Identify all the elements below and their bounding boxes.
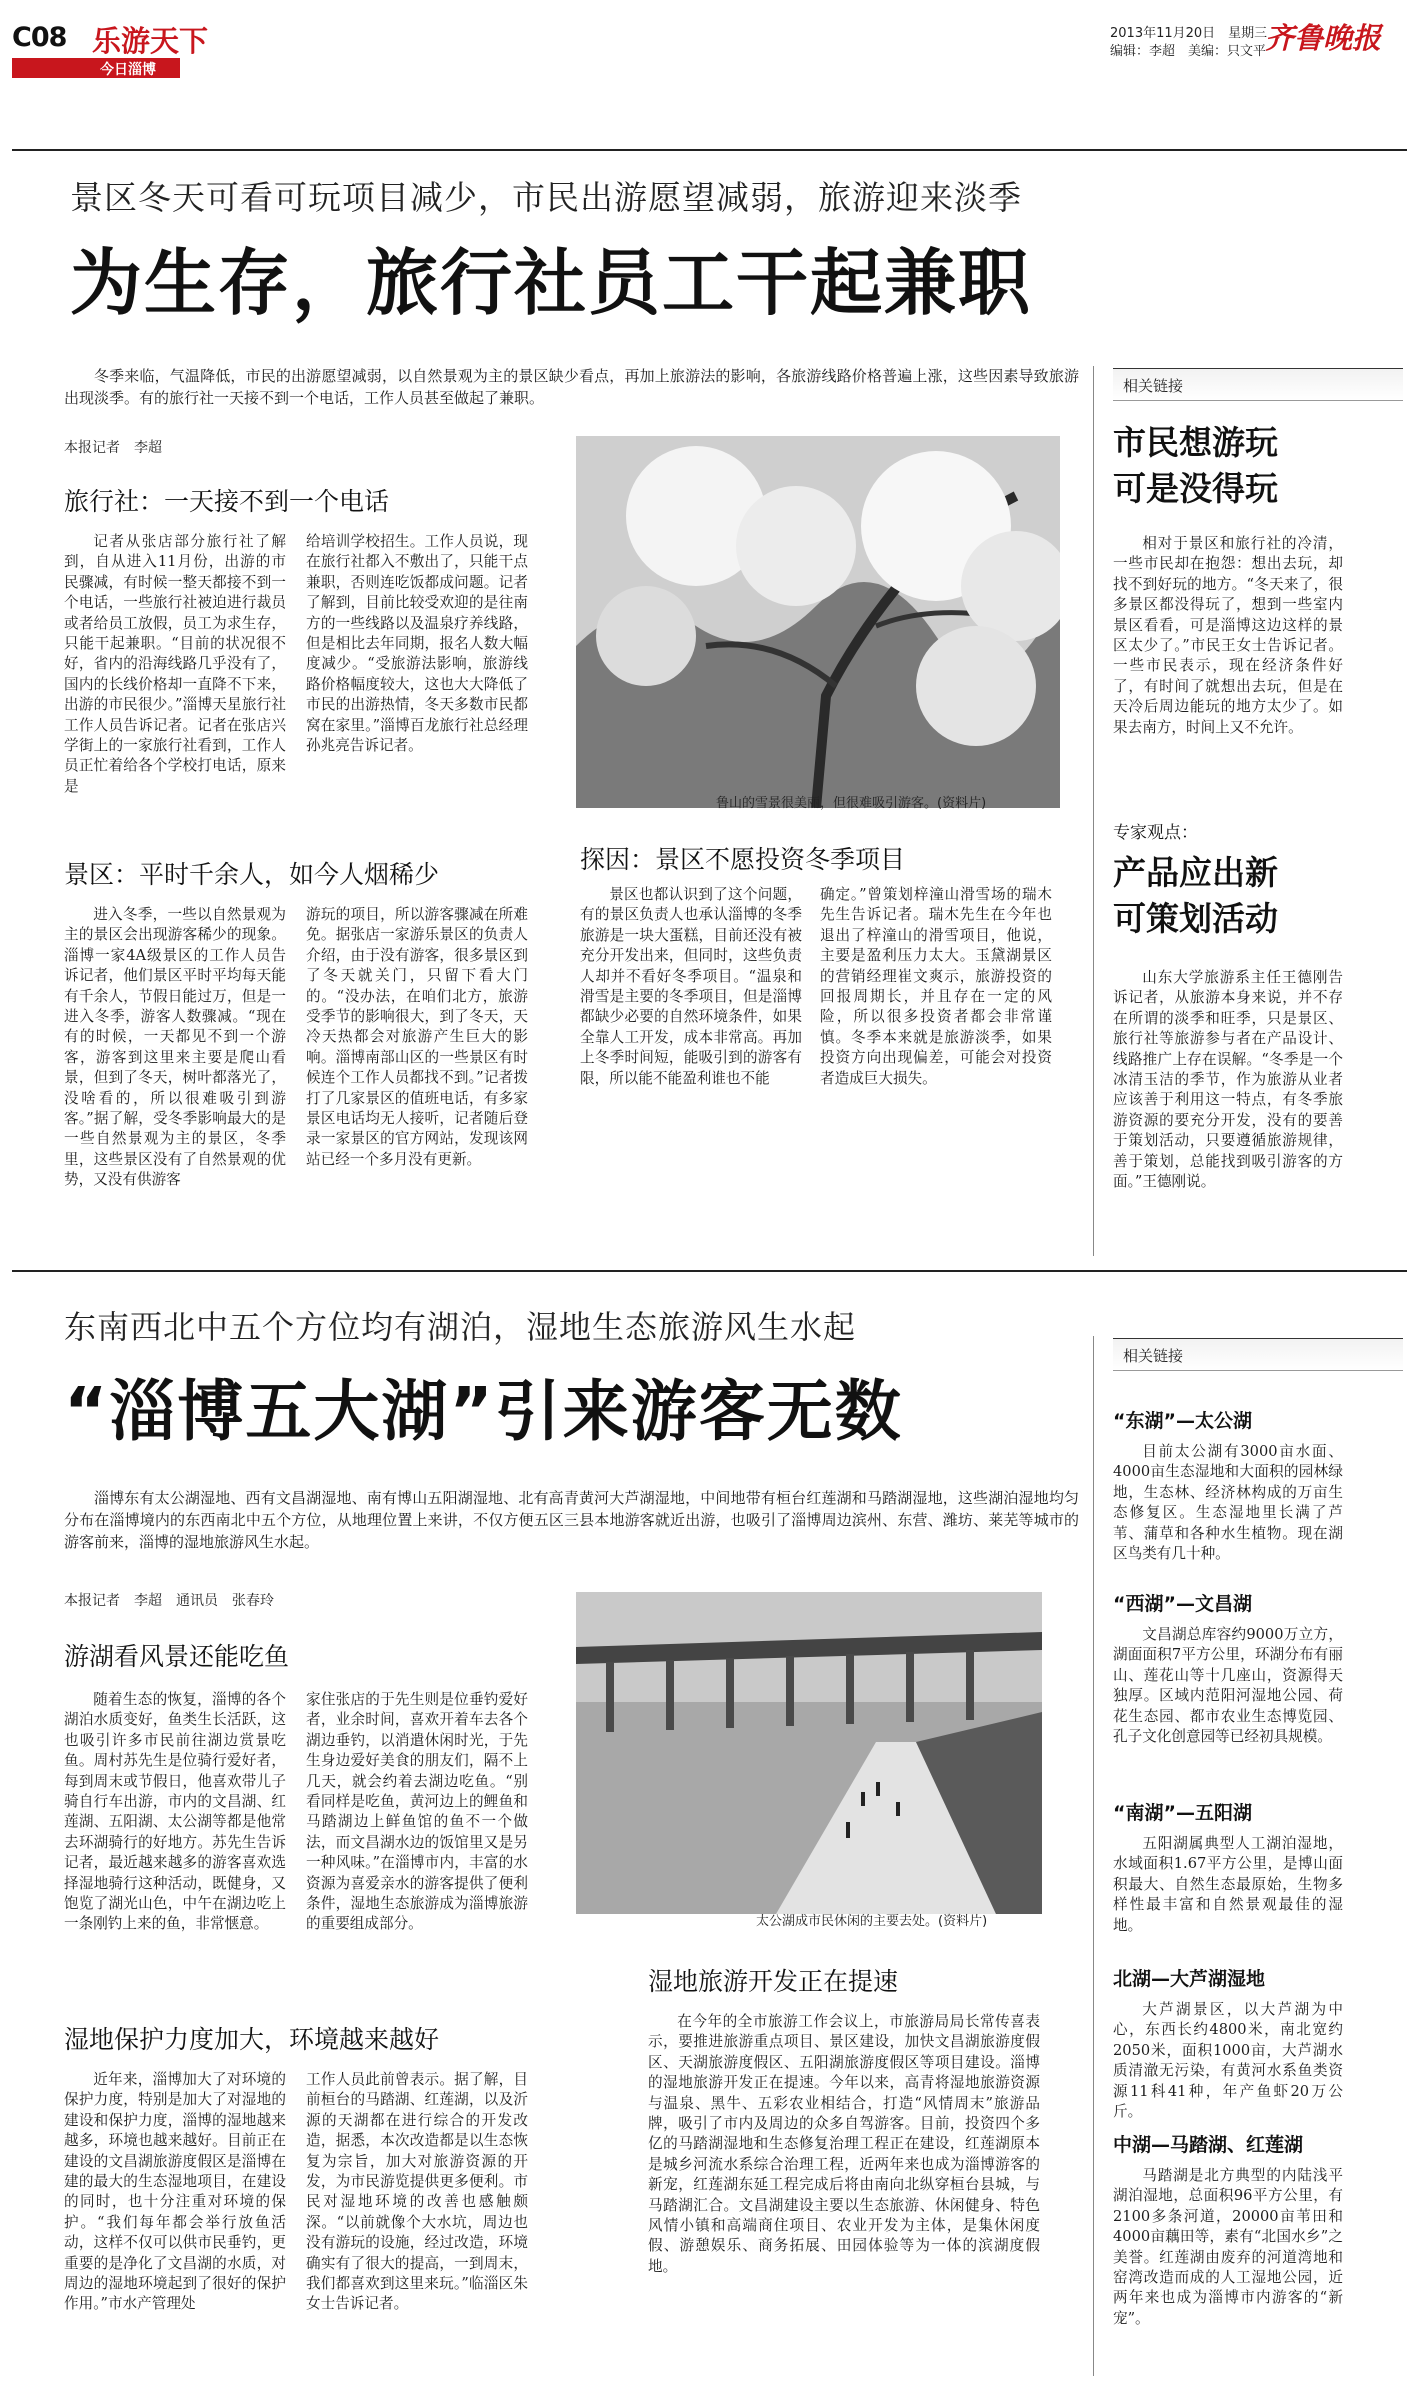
photo1-caption: 鲁山的雪景很美丽，但很难吸引游客。(资料片): [716, 796, 987, 811]
lake-center-text: 马踏湖是北方典型的内陆浅平湖泊湿地，总面积96平方公里，有2100多条河道，20000亩苇田和4000亩藕田等，素有“北国水乡”之美誉。红莲湖由废弃的河道湾地和窑湾改造而成的人工湿地公园，近两年来也成为淄博市内游客的“新宠”。: [1113, 2167, 1343, 2327]
section-title: 乐游天下: [92, 24, 209, 58]
story2-section2-col1: 近年来，淄博加大了对环境的保护力度，特别是加大了对湿地的建设和保护力度，淄博的湿地越来越多，环境也越来越好。目前正在建设的文昌湖旅游度假区是淄博在建的最大的生态湿地项目，在建设的同时，也十分注重对环境的保护。“我们每年都会举行放鱼活动，这样不仅可以供市民垂钓，更重要的是净化了文昌湖的水质，对周边的湿地环境起到了很好的保护作用。”市水产管理处: [64, 2071, 286, 2313]
story1-section3-col1: 景区也都认识到了这个问题，有的景区负责人也承认淄博的冬季旅游是一块大蛋糕，目前还没有被充分开发出来，但同时，这些负责人却并不看好冬季项目。“温泉和滑雪是主要的冬季项目，但是淄博都缺少必要的自然环境条件，如果全靠人工开发，成本非常高。再加上冬季时间短，能吸引到的游客有限，所以能不能盈利谁也不能: [580, 886, 802, 1087]
header-divider: [12, 149, 1407, 151]
sidebar1-divider: [1093, 366, 1094, 1256]
page-code: C08: [12, 22, 67, 53]
story2-kicker: 东南西北中五个方位均有湖泊，湿地生态旅游风生水起: [64, 1308, 857, 1346]
lake-west-text: 文昌湖总库容约9000万立方，湖面面积7平方公里，环湖分布有丽山、莲花山等十几座山，资源得天独厚。区域内范阳河湿地公园、荷花生态园、都市农业生态博览园、孔子文化创意园等已经初具规模。: [1113, 1626, 1343, 1746]
lake-south-text: 五阳湖属典型人工湖泊湿地，水域面积1.67平方公里，是博山面积最大、自然生态最原始，生物多样性最丰富和自然景观最佳的湿地。: [1113, 1835, 1343, 1934]
snow-tree-illustration: [576, 436, 1060, 808]
story2-section1-col1: 随着生态的恢复，淄博的各个湖泊水质变好，鱼类生长活跃，这也吸引许多市民前往湖边赏景吃鱼。周村苏先生是位骑行爱好者，每到周末或节假日，他喜欢带儿子骑自行车出游，市内的文昌湖、红莲湖、五阳湖、太公湖等都是他常去环湖骑行的好地方。苏先生告诉记者，最近越来越多的游客喜欢选择湿地骑行这种活动，既健身，又饱览了湖光山色，中午在湖边吃上一条刚钓上来的鱼，非常惬意。: [64, 1691, 286, 1933]
snow-mountain-photo: [576, 436, 1060, 808]
lake-east-text: 目前太公湖有3000亩水面、4000亩生态湿地和大面积的园林绿地，生态林、经济林构成的万亩生态修复区。生态湿地里长满了芦苇、蒲草和各种水生植物。现在湖区鸟类有几十种。: [1113, 1443, 1343, 1563]
lake-bridge-illustration: [576, 1592, 1042, 1914]
date-line: 2013年11月20日 星期三: [1110, 26, 1268, 41]
lake-center-name: 中湖—马踏湖、红莲湖: [1113, 2134, 1304, 2156]
sidebar2-divider: [1093, 1336, 1094, 2376]
page-header: [0, 0, 1409, 78]
story2-lead: 淄博东有太公湖湿地、西有文昌湖湿地、南有博山五阳湖湿地、北有高青黄河大芦湖湿地，中间地带有桓台红莲湖和马踏湖湿地，这些湖泊湿地均匀分布在淄博境内的东西南北中五个方位，从地理位置上来讲，不仅方便五区三县本地游客就近出游，也吸引了淄博周边滨州、东营、潍坊、莱芜等城市的游客前来，淄博的湿地旅游风生水起。: [64, 1490, 1079, 1551]
sidebar1-text: 相对于景区和旅行社的冷清，一些市民却在抱怨：想出去玩，却找不到好玩的地方。“冬天来了，很多景区都没得玩了，想到一些室内景区看看，可是淄博这边这样的景区太少了。”市民王女士告诉记者。一些市民表示，现在经济条件好了，有时间了就想出去玩，但是在天冷后周边能玩的地方太少了。如果去南方，时间上又不允许。: [1113, 535, 1343, 736]
story1-kicker: 景区冬天可看可玩项目减少，市民出游愿望减弱，旅游迎来淡季: [70, 178, 1022, 217]
sidebar1-title2: 产品应出新 可策划活动: [1113, 853, 1278, 938]
sidebar1-title: 市民想游玩 可是没得玩: [1113, 423, 1278, 508]
story-divider: [12, 1270, 1407, 1272]
story2-section3-heading: 湿地旅游开发正在提速: [648, 1967, 899, 1996]
story2-section2-col2: 工作人员此前曾表示。据了解，目前桓台的马踏湖、红莲湖，以及沂源的天湖都在进行综合的开发改造，据悉，本次改造都是以生态恢复为宗旨，加大对旅游资源的开发，为市民游览提供更多便利。市民对湿地环境的改善也感触颇深。“以前就像个大水坑，周边也没有游玩的设施，经过改造，环境确实有了很大的提高，一到周末，我们都喜欢到这里来玩。”临淄区朱女士告诉记者。: [306, 2071, 528, 2313]
story1-section2-col2: 游玩的项目，所以游客骤减在所难免。据张店一家游乐景区的负责人介绍，由于没有游客，很多景区到了冬天就关门，只留下看大门的。“没办法，在咱们北方，旅游受季节的影响很大，到了冬天，天冷天热都会对旅游产生巨大的影响。淄博南部山区的一些景区有时候连个工作人员都找不到。”记者拨打了几家景区的值班电话，有多家景区电话均无人接听，记者随后登录一家景区的官方网站，发现该网站已经一个多月没有更新。: [306, 906, 528, 1168]
lake-north-name: 北湖—大芦湖湿地: [1113, 1968, 1266, 1990]
story1-section3-col2: 确定。”曾策划梓潼山滑雪场的瑞木先生告诉记者。瑞木先生在今年也退出了梓潼山的滑雪项目，他说，主要是盈利压力太大。玉黛湖景区的营销经理崔文爽示，旅游投资的回报周期长，并且存在一定的风险，所以很多投资者都会非常谨慎。冬季本来就是旅游淡季，如果投资方向出现偏差，可能会对投资者造成巨大损失。: [820, 886, 1052, 1087]
story1-section1-col1: 记者从张店部分旅行社了解到，自从进入11月份，出游的市民骤减，有时候一整天都接不到一个电话，一些旅行社被迫进行裁员或者给员工放假，员工为求生存，只能干起兼职。“目前的状况很不好，省内的沿海线路几乎没有了，国内的长线价格却一直降不下来，出游的市民很少。”淄博天星旅行社工作人员告诉记者。记者在张店兴学街上的一家旅行社看到，工作人员正忙着给各个学校打电话，原来是: [64, 533, 286, 795]
story1-section3-heading: 探因：景区不愿投资冬季项目: [580, 845, 906, 874]
subsection-label: 今日淄博: [100, 62, 156, 78]
lake-west-name: “西湖”—文昌湖: [1113, 1593, 1252, 1615]
story2-byline: 本报记者 李超 通讯员 张春玲: [64, 1593, 274, 1609]
editor-line: 编辑：李超 美编：只文平: [1110, 44, 1267, 59]
lake-north-text: 大芦湖景区，以大芦湖为中心，东西长约4800米，南北宽约2050米，面积1000亩，大芦湖水质清澈无污染，有黄河水系鱼类资源11科41种，年产鱼虾20万公斤。: [1113, 2001, 1343, 2121]
story1-lead: 冬季来临，气温降低，市民的出游愿望减弱，以自然景观为主的景区缺少看点，再加上旅游法的影响，各旅游线路价格普遍上涨，这些因素导致旅游出现淡季。有的旅行社一天接不到一个电话，工作人员甚至做起了兼职。: [64, 368, 1079, 407]
story2-section1-col2: 家住张店的于先生则是位垂钓爱好者，业余时间，喜欢开着车去各个湖边垂钓，以消遣休闲时光，于先生身边爱好美食的朋友们，隔不上几天，就会约着去湖边吃鱼。“别看同样是吃鱼，黄河边上的鲤鱼和马踏湖边上鲜鱼馆的鱼不一个做法，而文昌湖水边的饭馆里又是另一种风味。”在淄博市内，丰富的水资源为喜爱亲水的游客提供了便利条件，湿地生态旅游成为淄博旅游的重要组成部分。: [306, 1691, 528, 1933]
lake-east-name: “东湖”—太公湖: [1113, 1410, 1252, 1432]
story1-section2-heading: 景区：平时千余人，如今人烟稀少: [64, 860, 440, 889]
sidebar1-text2: 山东大学旅游系主任王德刚告诉记者，从旅游本身来说，并不存在所谓的淡季和旺季，只是景区、旅行社等旅游参与者在产品设计、线路推广上存在误解。“冬季是一个冰清玉洁的季节，作为旅游从业者应该善于利用这一特点，有冬季旅游资源的要充分开发，没有的要善于策划活动，只要遵循旅游规律，善于策划，总能找到吸引游客的方面。”王德刚说。: [1113, 969, 1343, 1191]
story1-section1-col2: 给培训学校招生。工作人员说，现在旅行社都入不敷出了，只能干点兼职，否则连吃饭都成问题。记者了解到，目前比较受欢迎的是往南方的一些线路以及温泉疗养线路，但是相比去年同期，报名人数大幅度减少。“受旅游法影响，旅游线路价格幅度较大，这也大大降低了市民的出游热情，冬天多数市民都窝在家里。”淄博百龙旅行社总经理孙兆亮告诉记者。: [306, 533, 528, 755]
story2-section3-text: 在今年的全市旅游工作会议上，市旅游局局长常传喜表示，要推进旅游重点项目、景区建设，加快文昌湖旅游度假区、天湖旅游度假区、五阳湖旅游度假区等项目建设。淄博的湿地旅游开发正在提速。今年以来，高青将湿地旅游资源与温泉、黑牛、五彩农业相结合，打造“风情周末”旅游品牌，吸引了市内及周边的众多自驾游客。目前，投资四个多亿的马踏湖湿地和生态修复治理工程正在建设，红莲湖原本是城乡河流水系综合治理工程，近两年来也成为淄博游客的新宠，红莲湖东延工程完成后将由南向北纵穿桓台县城，与马踏湖汇合。文昌湖建设主要以生态旅游、休闲健身、特色风情小镇和高端商住项目、农业开发为主体，是集休闲度假、游憩娱乐、商务拓展、田园体验等为一体的滨湖度假地。: [648, 2013, 1040, 2275]
story1-byline: 本报记者 李超: [64, 440, 162, 456]
story2-headline: “淄博五大湖”引来游客无数: [64, 1373, 903, 1450]
newspaper-logo: 齐鲁晚报: [1265, 21, 1382, 55]
sidebar1-label2: 专家观点：: [1113, 823, 1198, 843]
lake-south-name: “南湖”—五阳湖: [1113, 1802, 1252, 1824]
sidebar1-label: 相关链接: [1113, 368, 1403, 401]
story2-section2-heading: 湿地保护力度加大，环境越来越好: [64, 2025, 440, 2054]
sidebar2-label: 相关链接: [1113, 1338, 1403, 1371]
story1-section1-heading: 旅行社：一天接不到一个电话: [64, 487, 390, 516]
photo2-caption: 太公湖成市民休闲的主要去处。(资料片): [756, 1914, 988, 1929]
lake-bridge-photo: [576, 1592, 1042, 1914]
story1-section2-col1: 进入冬季，一些以自然景观为主的景区会出现游客稀少的现象。淄博一家4A级景区的工作人员告诉记者，他们景区平时平均每天能有千余人，节假日能过万，但是一进入冬季，游客人数骤减。“现在有的时候，一天都见不到一个游客，游客到这里来主要是爬山看景，但到了冬天，树叶都落光了，没啥看的，所以很难吸引到游客。”据了解，受冬季影响最大的是一些自然景观为主的景区，冬季里，这些景区没有了自然景观的优势，又没有供游客: [64, 906, 286, 1189]
story2-section1-heading: 游湖看风景还能吃鱼: [64, 1642, 290, 1671]
story1-headline: 为生存，旅行社员工干起兼职: [70, 241, 1033, 325]
